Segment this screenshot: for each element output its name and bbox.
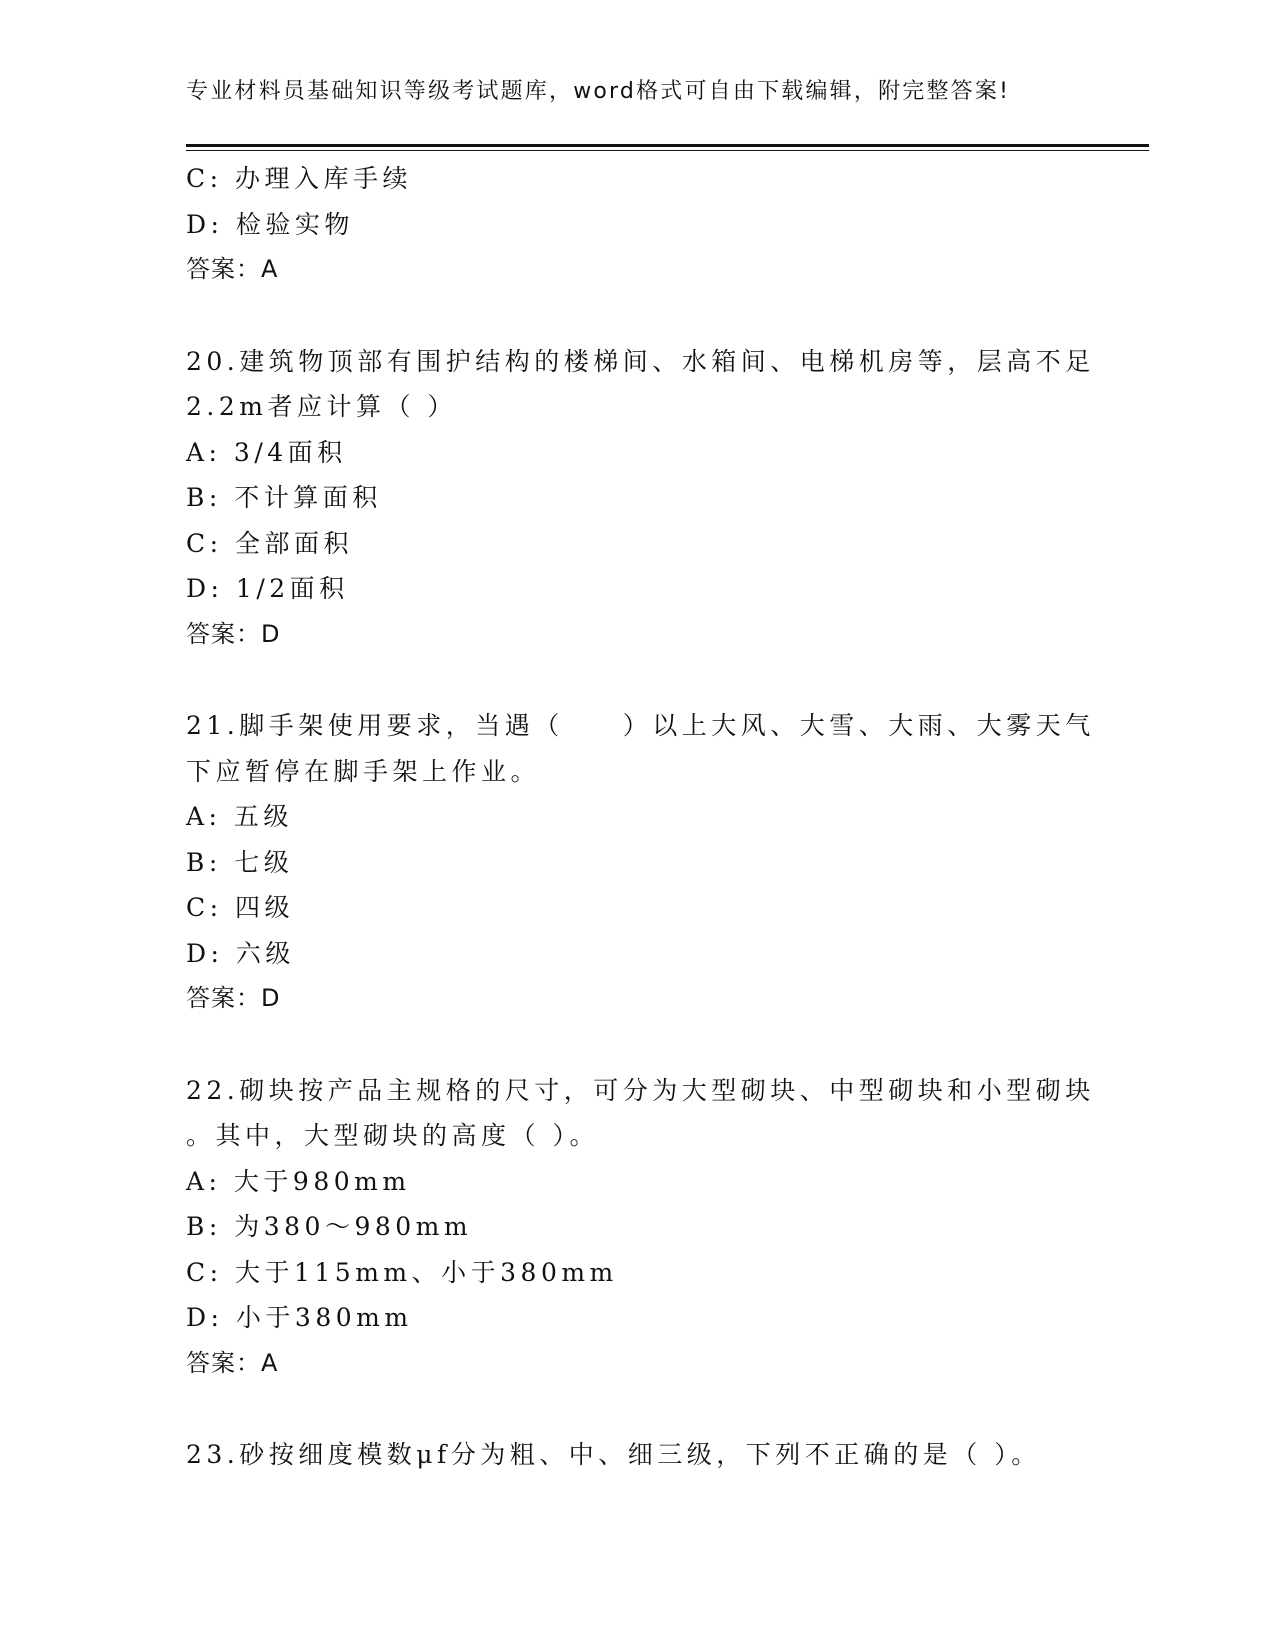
option-b: B: 不计算面积 [186, 483, 382, 512]
header-rule-thin [186, 150, 1149, 151]
option-b: B: 七级 [186, 847, 294, 877]
option-a: A: 3/4面积 [186, 437, 347, 467]
question-block [186, 703, 1095, 1022]
option-d: D: 六级 [186, 938, 295, 968]
option-a: A: 五级 [186, 802, 293, 831]
option-c: C: 大于115mm、小于380mm [186, 1257, 618, 1287]
question-stem: 2.2m者应计算（ ） [186, 392, 457, 421]
header-rule-thick [186, 144, 1149, 147]
option-c: C: 四级 [186, 893, 294, 922]
question-block [186, 1068, 1095, 1387]
answer: 答案：D [186, 984, 281, 1012]
answer: 答案：A [186, 1348, 279, 1377]
question-stem: 22.砌块按产品主规格的尺寸，可分为大型砌块、中型砌块和小型砌块 [186, 1075, 1095, 1105]
answer: 答案：A [186, 255, 279, 283]
question-stem: 20.建筑物顶部有围护结构的楼梯间、水箱间、电梯机房等，层高不足 [186, 346, 1095, 376]
option-d: D: 检验实物 [186, 209, 354, 239]
option-c: C: 办理入库手续 [186, 164, 412, 193]
question-stem: 下应暂停在脚手架上作业。 [186, 756, 541, 786]
option-d: D: 小于380mm [186, 1303, 413, 1332]
question-block [186, 1432, 1086, 1478]
page-header: 专业材料员基础知识等级考试题库，word格式可自由下载编辑，附完整答案! [186, 79, 1011, 104]
option-a: A: 大于980mm [186, 1166, 411, 1196]
question-list [186, 156, 1095, 1478]
option-c: C: 全部面积 [186, 528, 353, 558]
answer: 答案：D [186, 619, 281, 648]
question-block [186, 156, 1086, 293]
question-stem: 23.砂按细度模数μf分为粗、中、细三级，下列不正确的是（ ）。 [186, 1440, 1041, 1469]
option-d: D: 1/2面积 [186, 574, 349, 603]
question-block [186, 339, 1095, 658]
question-stem: 21.脚手架使用要求，当遇（ ）以上大风、大雪、大雨、大雾天气 [186, 711, 1095, 740]
question-stem: 。其中，大型砌块的高度（ ）。 [186, 1121, 599, 1150]
option-b: B: 为380～980mm [186, 1212, 473, 1241]
